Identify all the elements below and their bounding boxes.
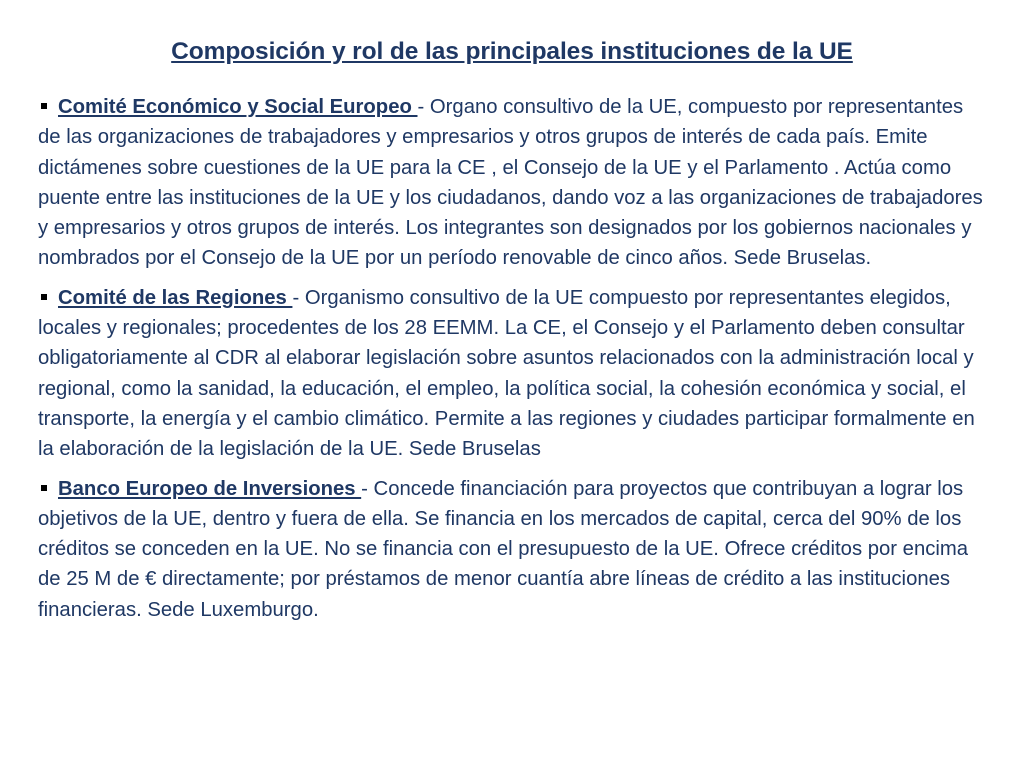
bullet-term: Banco Europeo de Inversiones xyxy=(58,477,362,500)
bullet-term: Comité de las Regiones xyxy=(58,286,293,309)
bullet-item-cdr xyxy=(38,283,988,465)
bullet-text: - Organismo consultivo de la UE compuesto por representantes elegidos, locales y regionales; procedentes de los 28 EEMM. La CE, el Consejo y el Parlamento deben consultar obligatoriamente al CDR al elaborar legislación sobre asuntos relacionados con la administración local y regional, como la sanidad, la educación, el empleo, la política social, la cohesión económica y social, el transporte, la energía y el cambio climático. Permite a las regiones y ciudades participar formalmente en la elaboración de la legislación de la UE. Sede Bruselas xyxy=(38,286,975,461)
bullet-list xyxy=(38,92,988,634)
slide-title: Composición y rol de las principales instituciones de la UE xyxy=(171,38,853,65)
square-bullet-icon xyxy=(41,294,47,300)
bullet-item-bei xyxy=(38,474,988,625)
bullet-item-cese xyxy=(38,92,988,274)
bullet-text: - Concede financiación para proyectos que contribuyan a lograr los objetivos de la UE, dentro y fuera de ella. Se financia en los mercados de capital, cerca del 90% de los créditos se conceden en la UE. No se financia con el presupuesto de la UE. Ofrece créditos por encima de 25 M de € directamente; por préstamos de menor cuantía abre líneas de crédito a las instituciones financieras. Sede Luxemburgo. xyxy=(38,477,969,621)
bullet-term: Comité Económico y Social Europeo xyxy=(58,96,418,118)
bullet-text: - Organo consultivo de la UE, compuesto por representantes de las organizaciones de trabajadores y empresarios y otros grupos de interés de cada país. Emite dictámenes sobre cuestiones de la UE para la CE , el Consejo de la UE y el Parlamento . Actúa como puente entre las instituciones de la UE y los ciudadanos, dando voz a las organizaciones de trabajadores y empresarios y otros grupos de interés. Los integrantes son designados por los gobiernos nacionales y nombrados por el Consejo de la UE por un período renovable de cinco años. Sede Bruselas. xyxy=(38,96,983,270)
square-bullet-icon xyxy=(41,485,47,491)
square-bullet-icon xyxy=(41,103,47,109)
